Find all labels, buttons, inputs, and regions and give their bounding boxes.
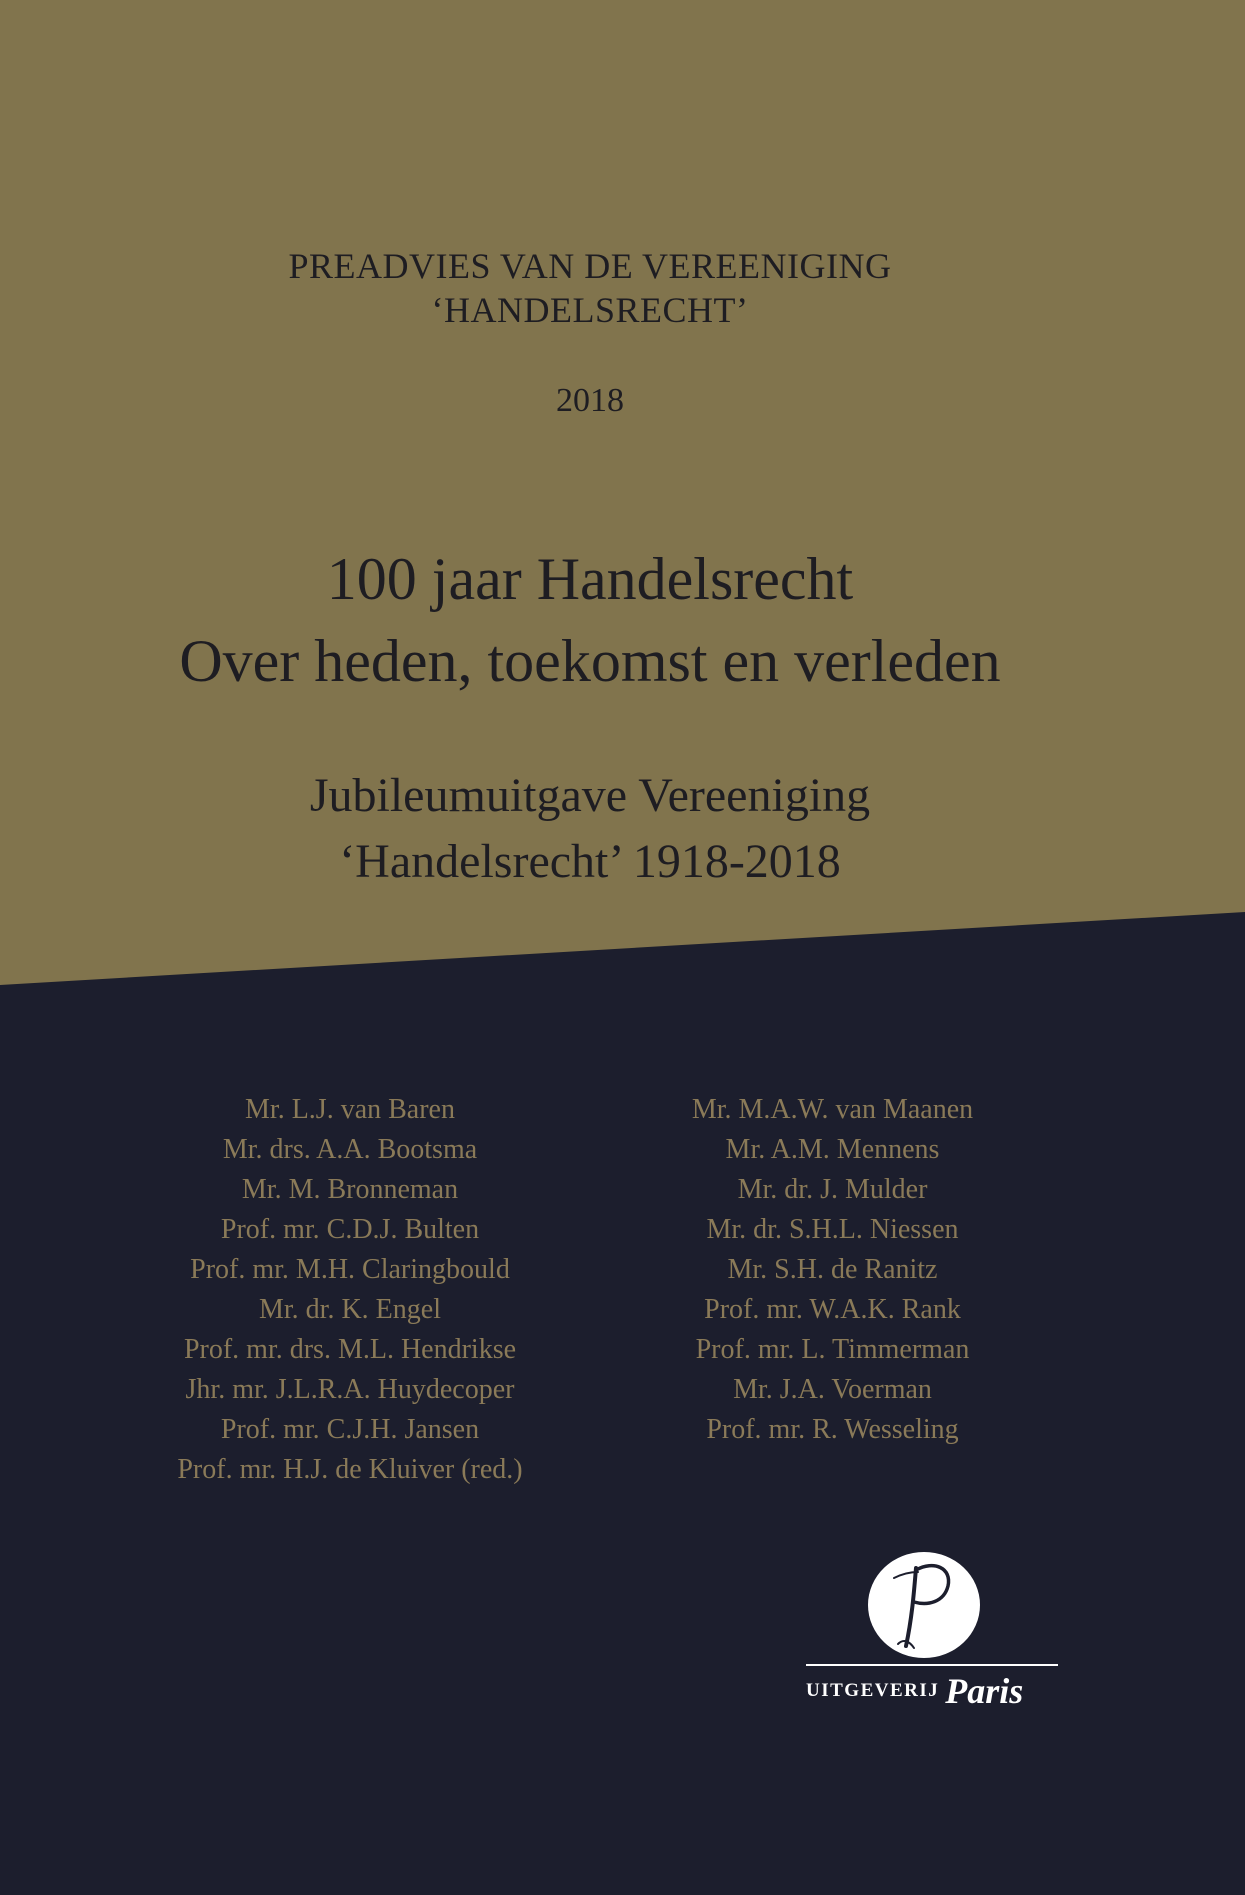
book-subtitle xyxy=(0,763,1180,895)
series-line-2: ‘HANDELSRECHT’ xyxy=(431,290,749,330)
subtitle-line-2: ‘Handelsrecht’ 1918-2018 xyxy=(339,835,841,888)
series-heading xyxy=(0,244,1180,332)
author-name: Prof. mr. W.A.K. Rank xyxy=(704,1294,961,1325)
author-name: Prof. mr. M.H. Claringbould xyxy=(190,1254,510,1285)
title-line-2: Over heden, toekomst en verleden xyxy=(179,628,1001,694)
author-name: Mr. J.A. Voerman xyxy=(733,1374,932,1405)
author-name: Mr. S.H. de Ranitz xyxy=(727,1254,938,1285)
author-name: Mr. dr. J. Mulder xyxy=(737,1174,928,1205)
book-title xyxy=(0,538,1180,702)
publisher-brand: Paris xyxy=(945,1671,1024,1711)
author-name: Prof. mr. C.J.H. Jansen xyxy=(220,1414,480,1445)
publisher-name xyxy=(806,1670,1023,1712)
series-year: 2018 xyxy=(556,382,624,419)
author-name: Prof. mr. R. Wesseling xyxy=(706,1414,959,1445)
author-name: Prof. mr. drs. M.L. Hendrikse xyxy=(183,1334,517,1365)
author-name: Mr. M. Bronneman xyxy=(241,1174,459,1205)
logo-rule xyxy=(806,1664,1058,1666)
series-line-1: PREADVIES VAN DE VEREENIGING xyxy=(288,246,892,286)
author-name: Mr. drs. A.A. Bootsma xyxy=(222,1134,478,1165)
author-name: Mr. A.M. Mennens xyxy=(725,1134,940,1165)
author-name: Mr. L.J. van Baren xyxy=(245,1094,455,1125)
publisher-logo xyxy=(800,1552,1070,1712)
author-name: Jhr. mr. J.L.R.A. Huydecoper xyxy=(185,1374,515,1405)
author-name: Prof. mr. C.D.J. Bulten xyxy=(220,1214,480,1245)
author-name: Mr. M.A.W. van Maanen xyxy=(691,1094,974,1125)
author-name: Prof. mr. L. Timmerman xyxy=(695,1334,970,1365)
author-name: Prof. mr. H.J. de Kluiver (red.) xyxy=(177,1454,523,1485)
subtitle-line-1: Jubileumuitgave Vereeniging xyxy=(309,769,871,822)
author-name: Mr. dr. S.H.L. Niessen xyxy=(706,1214,959,1245)
authors-right-column xyxy=(600,1090,1065,1450)
authors-left-column xyxy=(120,1090,580,1490)
p-monogram-icon xyxy=(868,1552,980,1658)
publisher-prefix: UITGEVERIJ xyxy=(806,1680,940,1701)
title-line-1: 100 jaar Handelsrecht xyxy=(326,546,854,612)
author-name: Mr. dr. K. Engel xyxy=(259,1294,441,1325)
